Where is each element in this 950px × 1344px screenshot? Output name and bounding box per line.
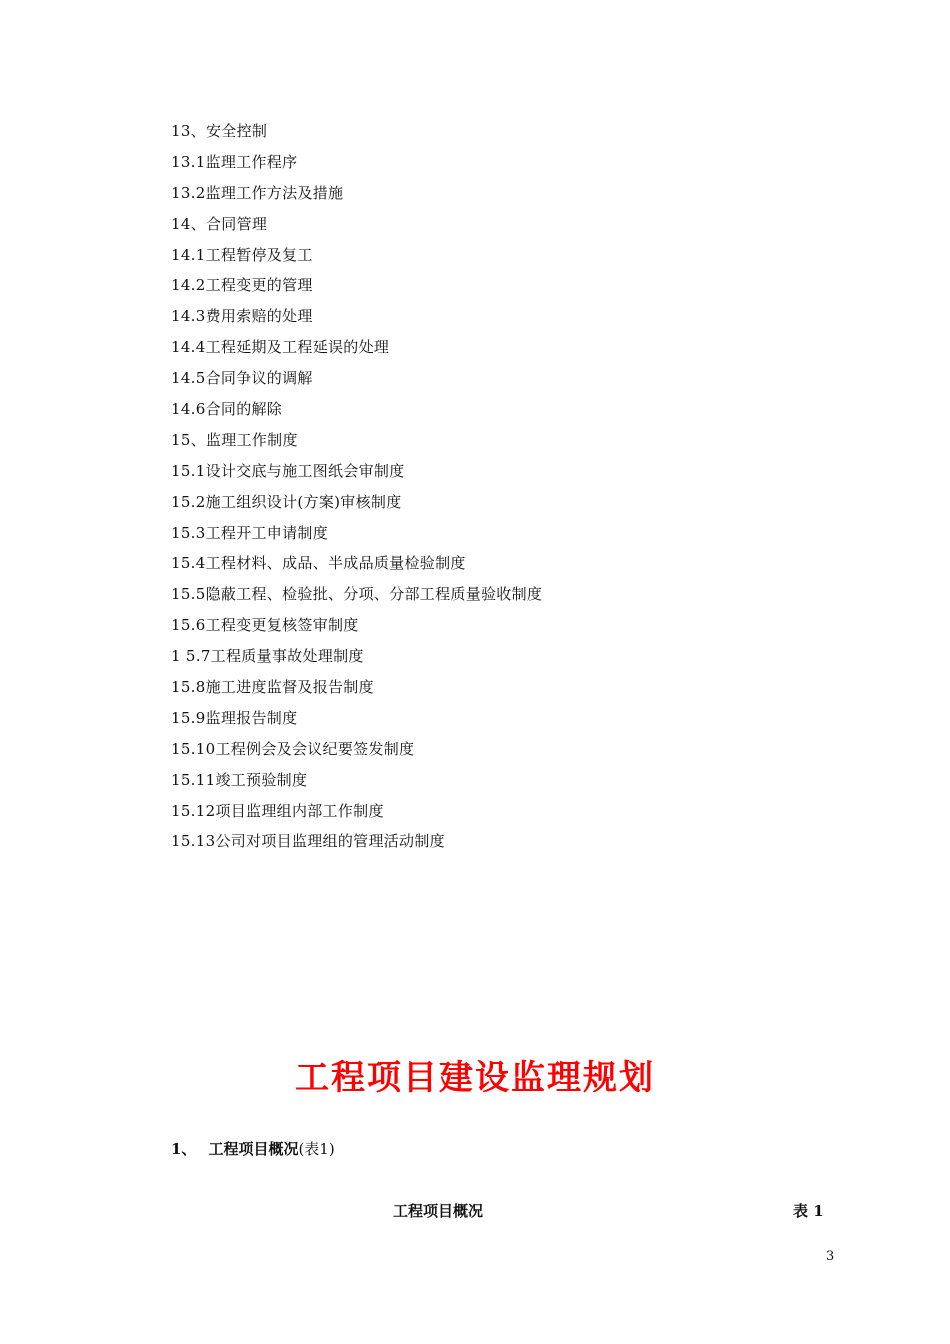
toc-item: 15.5隐蔽工程、检验批、分项、分部工程质量验收制度 bbox=[171, 585, 543, 604]
section-heading bbox=[171, 1137, 335, 1161]
toc-item: 15.8施工进度监督及报告制度 bbox=[171, 678, 374, 697]
toc-item: 14.4工程延期及工程延误的处理 bbox=[171, 338, 390, 357]
toc-item: 15.6工程变更复核签审制度 bbox=[171, 616, 359, 635]
toc-item: 13.2监理工作方法及措施 bbox=[171, 183, 344, 202]
toc-item: 15.4工程材料、成品、半成品质量检验制度 bbox=[171, 554, 466, 573]
section-label: 工程项目概况 bbox=[208, 1140, 299, 1158]
toc-item: 15、监理工作制度 bbox=[171, 430, 298, 449]
toc-item: 15.11竣工预验制度 bbox=[171, 770, 308, 789]
toc-item: 14.2工程变更的管理 bbox=[171, 276, 313, 295]
toc-item: 15.3工程开工申请制度 bbox=[171, 523, 328, 542]
toc-item: 14.3费用索赔的处理 bbox=[171, 307, 313, 326]
toc-item: 15.2施工组织设计(方案)审核制度 bbox=[171, 492, 402, 511]
toc-item: 1 5.7工程质量事故处理制度 bbox=[171, 647, 364, 666]
toc-item: 14.5合同争议的调解 bbox=[171, 369, 313, 388]
page-number: 3 bbox=[826, 1249, 835, 1264]
toc-item: 15.12项目监理组内部工作制度 bbox=[171, 801, 384, 820]
toc-item: 15.13公司对项目监理组的管理活动制度 bbox=[171, 832, 445, 851]
document-title: 工程项目建设监理规划 bbox=[295, 1058, 655, 1098]
toc-item: 15.1设计交底与施工图纸会审制度 bbox=[171, 461, 405, 480]
table-label: 表 1 bbox=[793, 1202, 824, 1220]
toc-item: 13、安全控制 bbox=[171, 122, 268, 140]
toc-item: 15.10工程例会及会议纪要签发制度 bbox=[171, 739, 415, 758]
table-of-contents bbox=[171, 116, 811, 857]
section-table-reference: (表1) bbox=[298, 1140, 335, 1158]
toc-item: 14、合同管理 bbox=[171, 214, 268, 233]
toc-item: 14.1工程暂停及复工 bbox=[171, 245, 313, 264]
toc-item: 13.1监理工作程序 bbox=[171, 152, 298, 171]
table-caption: 工程项目概况 bbox=[393, 1202, 484, 1220]
toc-item: 15.9监理报告制度 bbox=[171, 708, 298, 727]
toc-item: 14.6合同的解除 bbox=[171, 400, 283, 419]
section-number: 1、 bbox=[171, 1140, 197, 1158]
